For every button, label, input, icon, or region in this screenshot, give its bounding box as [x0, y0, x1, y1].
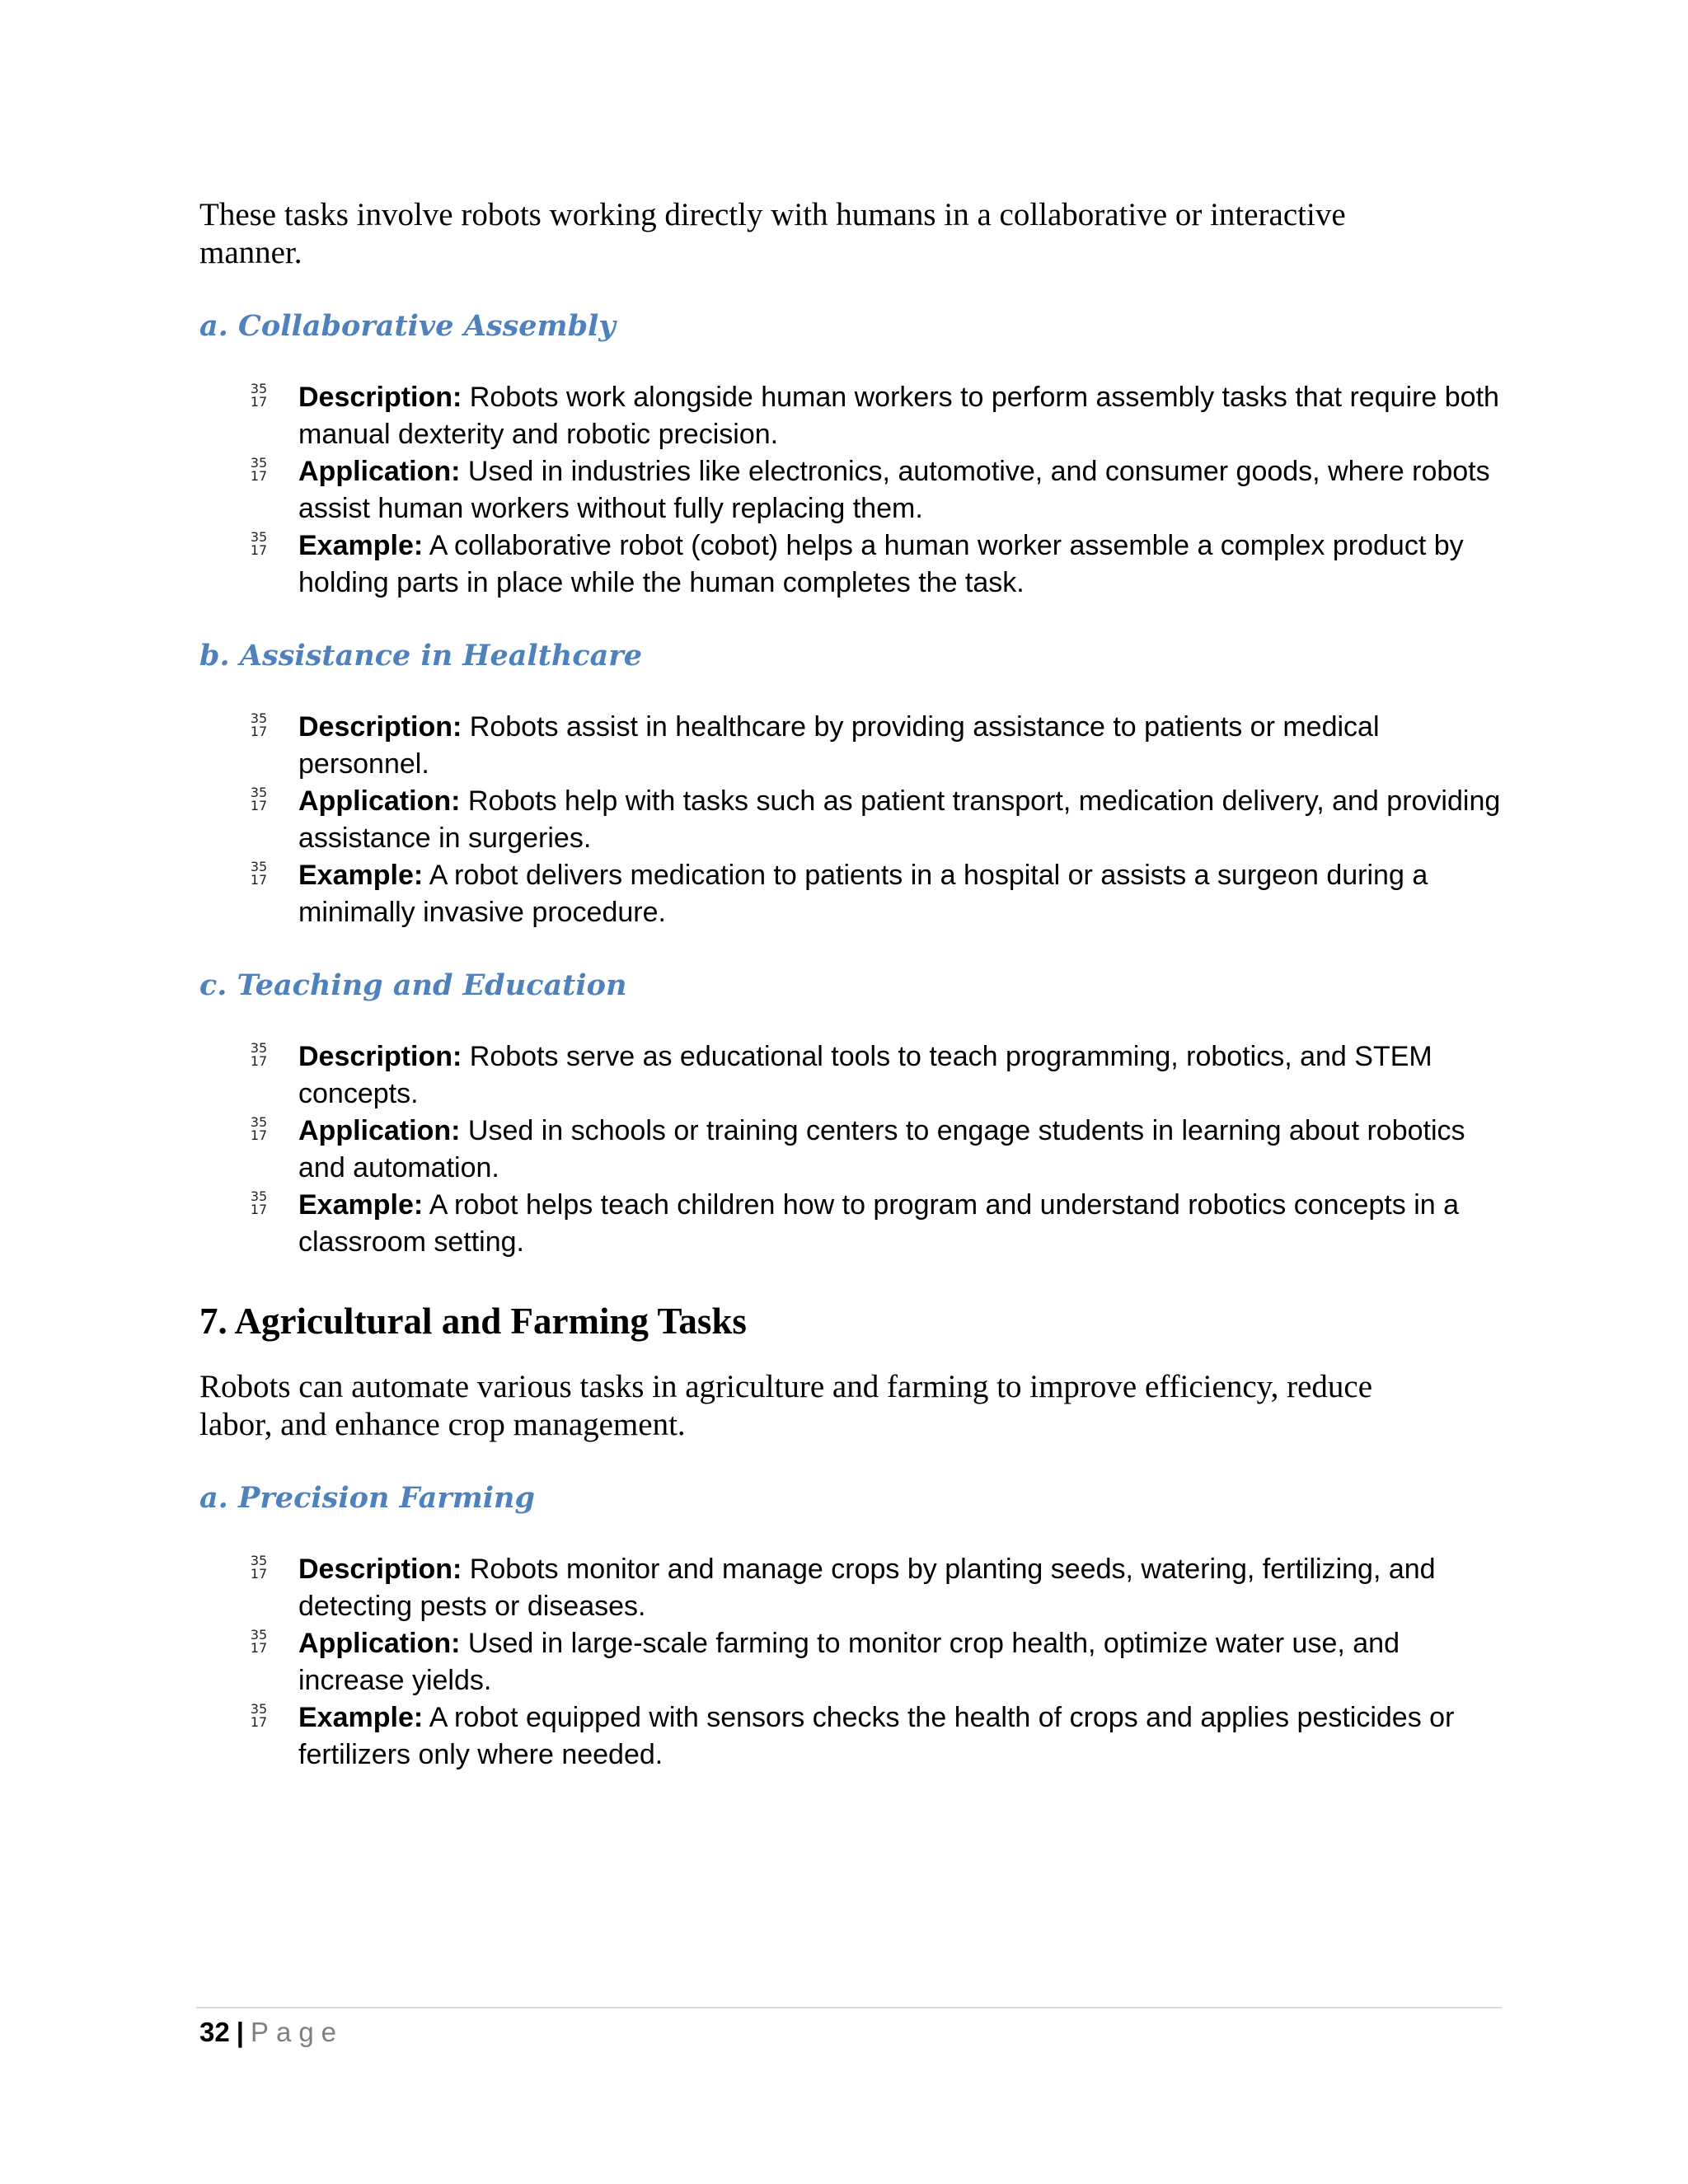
list-item: [199, 453, 1502, 527]
page-footer: [199, 2016, 344, 2049]
item-text: A robot delivers medication to patients in a hospital or assists a surgeon during a minimally invasive procedure.: [298, 860, 1428, 928]
bullet-glyph: [247, 531, 270, 557]
section-intro-paragraph: Robots can automate various tasks in agriculture and farming to improve efficiency, reduce labor, and enhance crop management.: [199, 1369, 1373, 1442]
footer-divider: [196, 2007, 1502, 2008]
item-label: Description:: [298, 382, 462, 413]
item-text: Used in industries like electronics, automotive, and consumer goods, where robots assist human workers without fully replacing them.: [298, 456, 1490, 524]
section-collaborative-assembly: [199, 308, 1502, 602]
item-label: Application:: [298, 1628, 461, 1659]
section-assistance-healthcare: [199, 638, 1502, 931]
list-precision-farming: [199, 1551, 1502, 1774]
section-teaching-education: [199, 968, 1502, 1261]
bullet-bottom: 17: [250, 468, 268, 484]
list-item: [199, 857, 1502, 931]
bullet-bottom: 17: [250, 1566, 268, 1582]
item-label: Application:: [298, 785, 461, 817]
list-item: [199, 1625, 1502, 1699]
list-assistance-healthcare: [199, 709, 1502, 931]
bullet-glyph: [247, 786, 270, 813]
page-number: 32: [199, 2017, 230, 2047]
bullet-bottom: 17: [250, 1202, 268, 1217]
subhead-precision-farming: a. Precision Farming: [199, 1481, 535, 1515]
bullet-top: 35: [250, 1188, 268, 1204]
list-teaching-education: [199, 1038, 1502, 1261]
subhead-teaching-education: c. Teaching and Education: [199, 968, 627, 1002]
item-label: Example:: [298, 860, 424, 891]
bullet-glyph: [247, 1554, 270, 1581]
bullet-glyph: [247, 1042, 270, 1068]
bullet-bottom: 17: [250, 798, 268, 813]
item-label: Example:: [298, 1189, 424, 1221]
item-label: Example:: [298, 530, 424, 561]
bullet-glyph: [247, 860, 270, 887]
item-text: Robots work alongside human workers to perform assembly tasks that require both manual dexterity and robotic precision.: [298, 382, 1499, 450]
item-text: Robots assist in healthcare by providing assistance to patients or medical personnel.: [298, 711, 1380, 780]
bullet-top: 35: [250, 1040, 268, 1056]
list-item: [199, 527, 1502, 602]
section-heading: 7. Agricultural and Farming Tasks: [199, 1301, 747, 1342]
item-label: Application:: [298, 1115, 461, 1146]
item-label: Application:: [298, 456, 461, 487]
bullet-bottom: 17: [250, 872, 268, 888]
item-label: Description:: [298, 1041, 462, 1072]
bullet-glyph: [247, 1629, 270, 1655]
list-item: [199, 1113, 1502, 1187]
bullet-bottom: 17: [250, 394, 268, 410]
bullet-top: 35: [250, 1701, 268, 1717]
bullet-bottom: 17: [250, 1640, 268, 1656]
item-text: Robots monitor and manage crops by planting seeds, watering, fertilizing, and detecting pests or diseases.: [298, 1554, 1436, 1622]
bullet-top: 35: [250, 1627, 268, 1643]
bullet-bottom: 17: [250, 724, 268, 739]
bullet-top: 35: [250, 529, 268, 545]
item-text: A robot equipped with sensors checks the health of crops and applies pesticides or fertilizers only where needed.: [298, 1702, 1455, 1770]
bullet-glyph: [247, 1703, 270, 1729]
item-text: Robots help with tasks such as patient transport, medication delivery, and providing assistance in surgeries.: [298, 785, 1501, 854]
item-label: Example:: [298, 1702, 424, 1733]
bullet-bottom: 17: [250, 1127, 268, 1143]
footer-page-word: Page: [250, 2017, 345, 2047]
page-content: [199, 196, 1502, 1774]
bullet-bottom: 17: [250, 1053, 268, 1069]
item-text: Robots serve as educational tools to teach programming, robotics, and STEM concepts.: [298, 1041, 1432, 1109]
list-item: [199, 1699, 1502, 1774]
bullet-glyph: [247, 712, 270, 738]
list-collaborative-assembly: [199, 379, 1502, 602]
bullet-glyph: [247, 1116, 270, 1142]
list-item: [199, 379, 1502, 453]
list-item: [199, 1187, 1502, 1261]
item-text: A robot helps teach children how to program and understand robotics concepts in a classroom setting.: [298, 1189, 1460, 1258]
bullet-top: 35: [250, 455, 268, 471]
list-item: [199, 1038, 1502, 1113]
bullet-bottom: 17: [250, 542, 268, 558]
item-label: Description:: [298, 711, 462, 743]
bullet-top: 35: [250, 785, 268, 800]
bullet-glyph: [247, 457, 270, 483]
bullet-top: 35: [250, 1553, 268, 1568]
item-label: Description:: [298, 1554, 462, 1585]
item-text: A collaborative robot (cobot) helps a human worker assemble a complex product by holding parts in place while the human completes the task.: [298, 530, 1464, 598]
bullet-glyph: [247, 1190, 270, 1216]
bullet-glyph: [247, 382, 270, 409]
list-item: [199, 709, 1502, 783]
bullet-top: 35: [250, 381, 268, 396]
bullet-top: 35: [250, 859, 268, 874]
bullet-top: 35: [250, 710, 268, 726]
item-text: Used in large-scale farming to monitor crop health, optimize water use, and increase yields.: [298, 1628, 1400, 1696]
list-item: [199, 1551, 1502, 1625]
intro-paragraph: These tasks involve robots working directly with humans in a collaborative or interactive manner.: [199, 197, 1346, 270]
list-item: [199, 783, 1502, 857]
bullet-top: 35: [250, 1114, 268, 1130]
section-agricultural-farming: [199, 1299, 1502, 1774]
subhead-assistance-healthcare: b. Assistance in Healthcare: [199, 639, 643, 673]
item-text: Used in schools or training centers to engage students in learning about robotics and automation.: [298, 1115, 1465, 1183]
subhead-collaborative-assembly: a. Collaborative Assembly: [199, 309, 616, 343]
bullet-bottom: 17: [250, 1714, 268, 1730]
footer-separator: |: [236, 2017, 244, 2047]
